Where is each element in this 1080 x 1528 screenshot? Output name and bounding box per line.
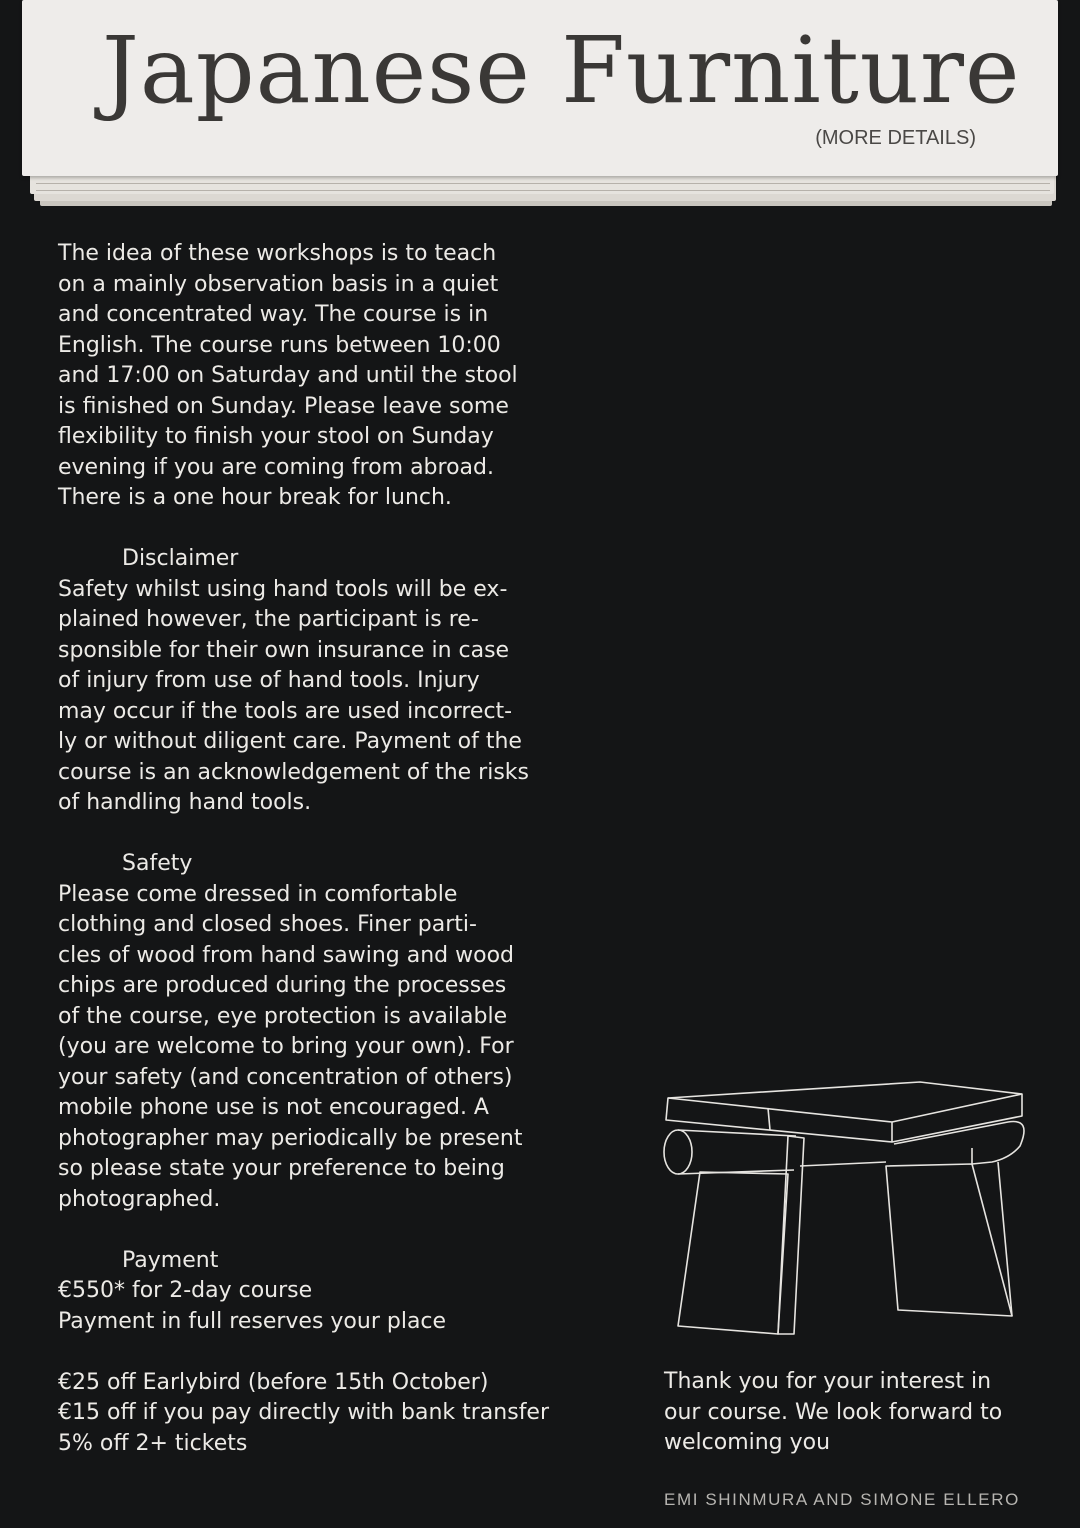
text-line: The idea of these workshops is to teach bbox=[58, 241, 497, 266]
text-line: on a mainly observation basis in a quiet bbox=[58, 271, 499, 297]
stool-leg-front-left bbox=[678, 1172, 788, 1334]
paper-edge-line bbox=[36, 190, 1050, 191]
payment-heading: Payment bbox=[122, 1247, 219, 1273]
disclaimer-section bbox=[58, 544, 618, 819]
stool-crossbar-end bbox=[664, 1130, 692, 1174]
text-line: English. The course runs between 10:00 bbox=[58, 332, 501, 358]
text-line: of injury from use of hand tools. Injury bbox=[58, 668, 480, 693]
text-line: ly or without diligent care. Payment of the bbox=[58, 729, 522, 754]
text-line: welcoming you bbox=[664, 1430, 831, 1455]
text-line: cles of wood from hand sawing and wood bbox=[58, 942, 514, 968]
text-line: Safety whilst using hand tools will be ex- bbox=[58, 576, 508, 602]
text-line: of the course, eye protection is available bbox=[58, 1003, 508, 1029]
discount-line: €25 off Earlybird (before 15th October) bbox=[58, 1369, 489, 1395]
text-line: Thank you for your interest in bbox=[664, 1369, 992, 1394]
text-line: evening if you are coming from abroad. bbox=[58, 454, 494, 480]
text-line: flexibility to finish your stool on Sunday bbox=[58, 424, 494, 449]
page-subtitle: (MORE DETAILS) bbox=[815, 127, 976, 149]
text-line: plained however, the participant is re- bbox=[58, 607, 479, 632]
text-line: There is a one hour break for lunch. bbox=[58, 485, 452, 510]
price-line: €550* for 2-day course bbox=[58, 1278, 313, 1303]
stool-leg-back-right-side bbox=[998, 1162, 1012, 1316]
stool-line-drawing bbox=[660, 1078, 1040, 1340]
stool-leg-back-right bbox=[886, 1164, 1012, 1316]
stool-seat-top-edge bbox=[668, 1094, 1022, 1122]
text-line: course is an acknowledgement of the risks bbox=[58, 759, 529, 785]
stool-seat-outline bbox=[666, 1082, 1022, 1142]
text-line: of handling hand tools. bbox=[58, 790, 312, 815]
safety-section bbox=[58, 849, 618, 1215]
disclaimer-heading: Disclaimer bbox=[122, 546, 239, 571]
stool-crossbar-middle bbox=[800, 1162, 886, 1166]
paper-top-sheet bbox=[22, 0, 1058, 176]
thank-you-note bbox=[664, 1367, 1054, 1459]
text-line: and concentrated way. The course is in bbox=[58, 302, 489, 327]
text-line: is finished on Sunday. Please leave some bbox=[58, 393, 509, 419]
text-line: our course. We look forward to bbox=[664, 1399, 1003, 1425]
paper-stack-header bbox=[0, 0, 1080, 210]
text-line: Please come dressed in comfortable bbox=[58, 881, 458, 907]
safety-heading: Safety bbox=[122, 851, 193, 876]
text-line: Payment in full reserves your place bbox=[58, 1308, 447, 1334]
text-line: mobile phone use is not encouraged. A bbox=[58, 1095, 489, 1120]
text-line: chips are produced during the processes bbox=[58, 973, 507, 998]
discount-line: €15 off if you pay directly with bank transfer bbox=[58, 1400, 550, 1425]
text-line: (you are welcome to bring your own). For bbox=[58, 1034, 514, 1059]
text-line: may occur if the tools are used incorrect- bbox=[58, 698, 513, 724]
payment-section bbox=[58, 1246, 618, 1460]
intro-paragraph bbox=[58, 239, 618, 514]
text-line: so please state your preference to being bbox=[58, 1156, 505, 1181]
authors-credit: EMI SHINMURA AND SIMONE ELLERO bbox=[664, 1490, 1020, 1509]
text-line: sponsible for their own insurance in case bbox=[58, 637, 510, 663]
page-title: Japanese Furniture bbox=[102, 17, 1021, 124]
text-line: your safety (and concentration of others) bbox=[58, 1064, 513, 1090]
body-text-column bbox=[58, 239, 618, 1459]
text-line: and 17:00 on Saturday and until the stool bbox=[58, 363, 518, 388]
text-line: clothing and closed shoes. Finer parti- bbox=[58, 912, 477, 937]
discount-line: 5% off 2+ tickets bbox=[58, 1430, 248, 1456]
text-line: photographed. bbox=[58, 1186, 221, 1212]
text-line: photographer may periodically be present bbox=[58, 1125, 523, 1151]
stool-seat-seam bbox=[768, 1108, 770, 1130]
paper-edge-line bbox=[36, 183, 1050, 184]
